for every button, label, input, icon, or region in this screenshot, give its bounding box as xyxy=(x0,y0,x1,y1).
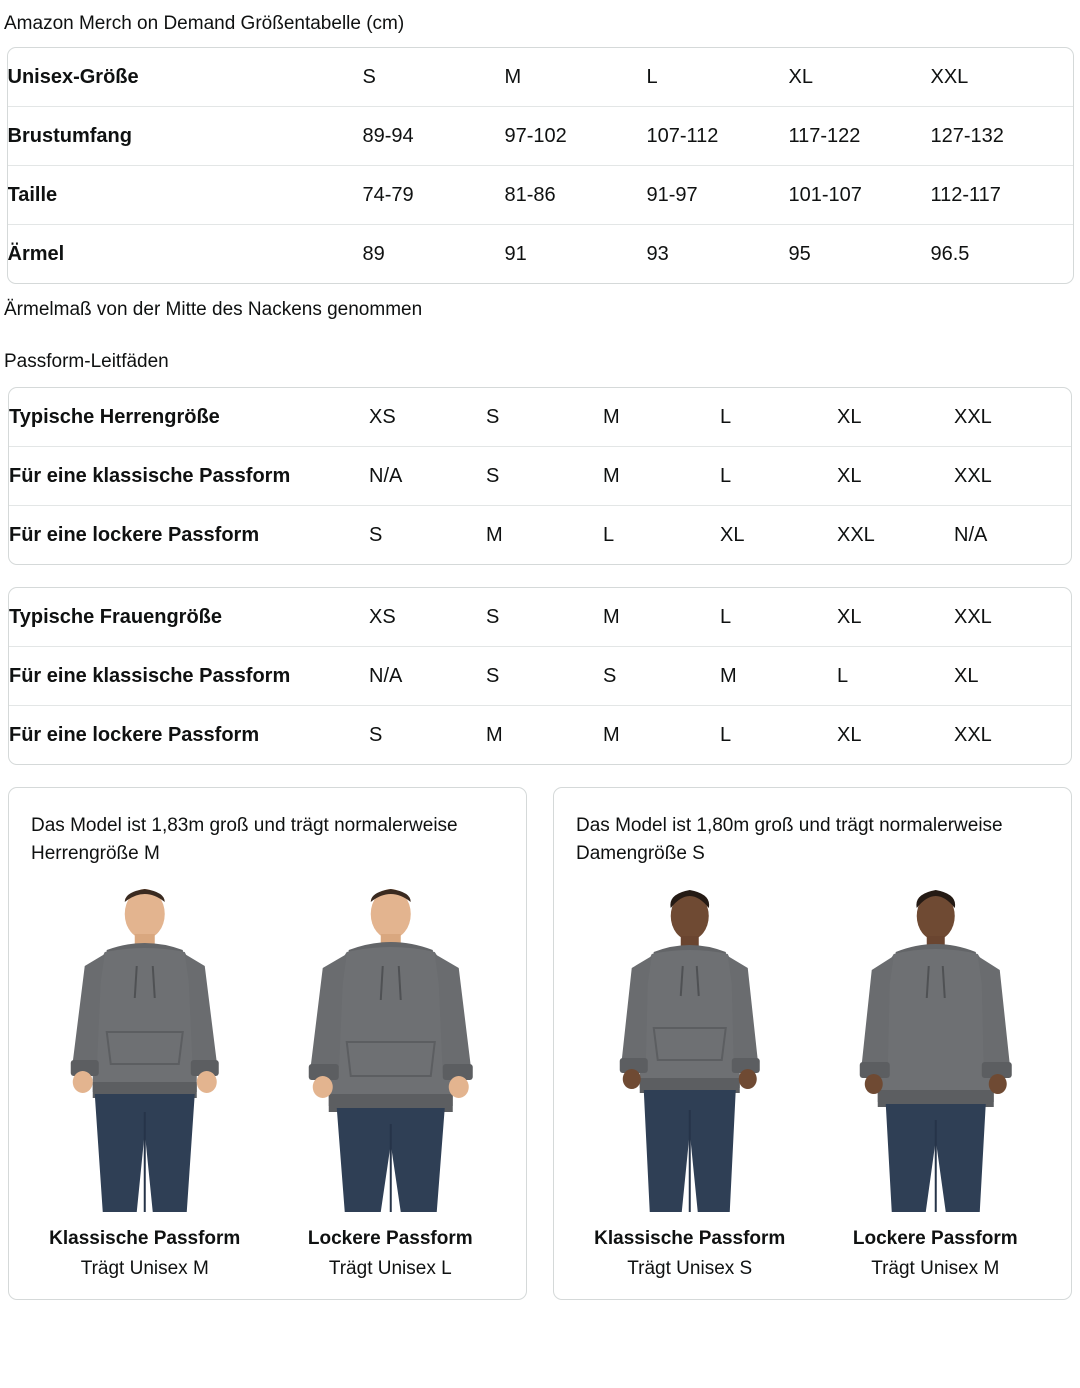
table-cell: XL xyxy=(720,524,745,547)
fit-guides-title: Passform-Leitfäden xyxy=(4,351,169,373)
table-row xyxy=(8,48,1073,107)
table-cell: L xyxy=(647,48,789,107)
table-cell: M xyxy=(720,647,837,706)
figure-subtitle: Trägt Unisex L xyxy=(328,1257,452,1279)
row-header: Brustumfang xyxy=(8,107,363,166)
table-cell: XXL xyxy=(837,524,875,547)
model-cards-row xyxy=(8,787,1072,1300)
table-row xyxy=(9,706,1071,764)
table-cell: XL xyxy=(789,48,931,107)
table-row xyxy=(8,166,1073,225)
table-cell: N/A xyxy=(954,524,988,547)
table-row xyxy=(9,506,1071,564)
table-row xyxy=(9,647,1071,706)
table-cell: 89-94 xyxy=(363,107,505,166)
table-row xyxy=(9,588,1071,647)
row-header: Für eine klassische Passform xyxy=(9,447,369,506)
row-header: Taille xyxy=(8,166,363,225)
model-figures xyxy=(31,882,504,1281)
table-cell: S xyxy=(486,647,603,706)
table-cell: M xyxy=(486,524,503,547)
figure-title: Klassische Passform xyxy=(594,1228,786,1250)
table-cell: S xyxy=(486,588,603,647)
table-cell: L xyxy=(837,647,954,706)
figure-title: Klassische Passform xyxy=(49,1228,241,1250)
table-cell: XS xyxy=(369,388,486,447)
model-description: Das Model ist 1,80m groß und trägt normalerweise Damengröße S xyxy=(576,815,1003,864)
figure-title: Lockere Passform xyxy=(307,1228,473,1250)
sleeve-measurement-note: Ärmelmaß von der Mitte des Nackens genommen xyxy=(4,298,423,320)
row-header: Für eine klassische Passform xyxy=(9,647,369,706)
table-cell: M xyxy=(603,447,720,506)
table-cell: XL xyxy=(837,388,954,447)
figure-male-relaxed xyxy=(277,882,505,1281)
table-cell: 89 xyxy=(362,242,385,265)
figure-male-classic xyxy=(31,882,259,1281)
table-cell: 101-107 xyxy=(789,166,931,225)
table-cell: S xyxy=(486,388,603,447)
table-cell: S xyxy=(369,724,383,747)
table-cell: 91-97 xyxy=(647,166,789,225)
table-row xyxy=(8,107,1073,166)
figure-subtitle: Trägt Unisex S xyxy=(627,1257,753,1279)
table-cell: 74-79 xyxy=(363,166,505,225)
table-cell: M xyxy=(505,48,647,107)
figure-subtitle: Trägt Unisex M xyxy=(871,1257,1000,1279)
model-card-men xyxy=(8,787,527,1300)
row-header: Für eine lockere Passform xyxy=(9,524,260,547)
table-cell: XXL xyxy=(954,388,1071,447)
table-cell: 95 xyxy=(788,242,811,265)
male-classic-hoodie-illustration xyxy=(31,882,259,1212)
table-cell: 91 xyxy=(504,242,527,265)
table-cell: XXL xyxy=(954,588,1071,647)
figure-female-relaxed xyxy=(822,882,1050,1281)
table-cell: XL xyxy=(837,588,954,647)
page-title: Amazon Merch on Demand Größentabelle (cm) xyxy=(4,13,405,34)
figure-female-classic xyxy=(576,882,804,1281)
table-cell: 112-117 xyxy=(931,166,1073,225)
table-cell: XXL xyxy=(954,447,1071,506)
table-cell: 97-102 xyxy=(505,107,647,166)
model-card-women xyxy=(553,787,1072,1300)
row-header: Unisex-Größe xyxy=(8,48,363,107)
table-cell: 81-86 xyxy=(505,166,647,225)
mens-fit-guide-table xyxy=(8,387,1072,565)
table-cell: M xyxy=(603,724,620,747)
table-cell: M xyxy=(486,724,503,747)
model-description: Das Model ist 1,83m groß und trägt normalerweise Herrengröße M xyxy=(31,815,458,864)
table-cell: 107-112 xyxy=(647,107,789,166)
table-cell: L xyxy=(603,524,615,547)
table-row xyxy=(9,447,1071,506)
table-cell: M xyxy=(603,588,720,647)
table-cell: 127-132 xyxy=(931,107,1073,166)
table-cell: S xyxy=(486,447,603,506)
table-cell: XL xyxy=(954,647,1071,706)
table-row xyxy=(9,388,1071,447)
model-figures xyxy=(576,882,1049,1281)
table-cell: N/A xyxy=(369,447,486,506)
female-relaxed-hoodie-illustration xyxy=(822,882,1050,1212)
table-cell: 96.5 xyxy=(930,242,970,265)
table-cell: S xyxy=(603,647,720,706)
table-cell: XL xyxy=(837,724,862,747)
female-classic-hoodie-illustration xyxy=(576,882,804,1212)
table-cell: XXL xyxy=(931,48,1073,107)
table-row xyxy=(8,225,1073,283)
table-cell: M xyxy=(603,388,720,447)
table-cell: XS xyxy=(369,588,486,647)
table-cell: 93 xyxy=(646,242,669,265)
row-header: Typische Herrengröße xyxy=(9,388,369,447)
male-relaxed-hoodie-illustration xyxy=(277,882,505,1212)
row-header: Für eine lockere Passform xyxy=(9,724,260,747)
table-cell: L xyxy=(720,447,837,506)
table-cell: 117-122 xyxy=(789,107,931,166)
table-cell: XL xyxy=(837,447,954,506)
table-cell: L xyxy=(720,588,837,647)
table-cell: L xyxy=(720,724,732,747)
row-header: Ärmel xyxy=(7,242,65,265)
table-cell: S xyxy=(363,48,505,107)
womens-fit-guide-table xyxy=(8,587,1072,765)
table-cell: N/A xyxy=(369,647,486,706)
size-chart-table xyxy=(7,47,1074,284)
table-cell: XXL xyxy=(954,724,992,747)
row-header: Typische Frauengröße xyxy=(9,588,369,647)
table-cell: S xyxy=(369,524,383,547)
table-cell: L xyxy=(720,388,837,447)
figure-subtitle: Trägt Unisex M xyxy=(80,1257,209,1279)
figure-title: Lockere Passform xyxy=(852,1228,1018,1250)
